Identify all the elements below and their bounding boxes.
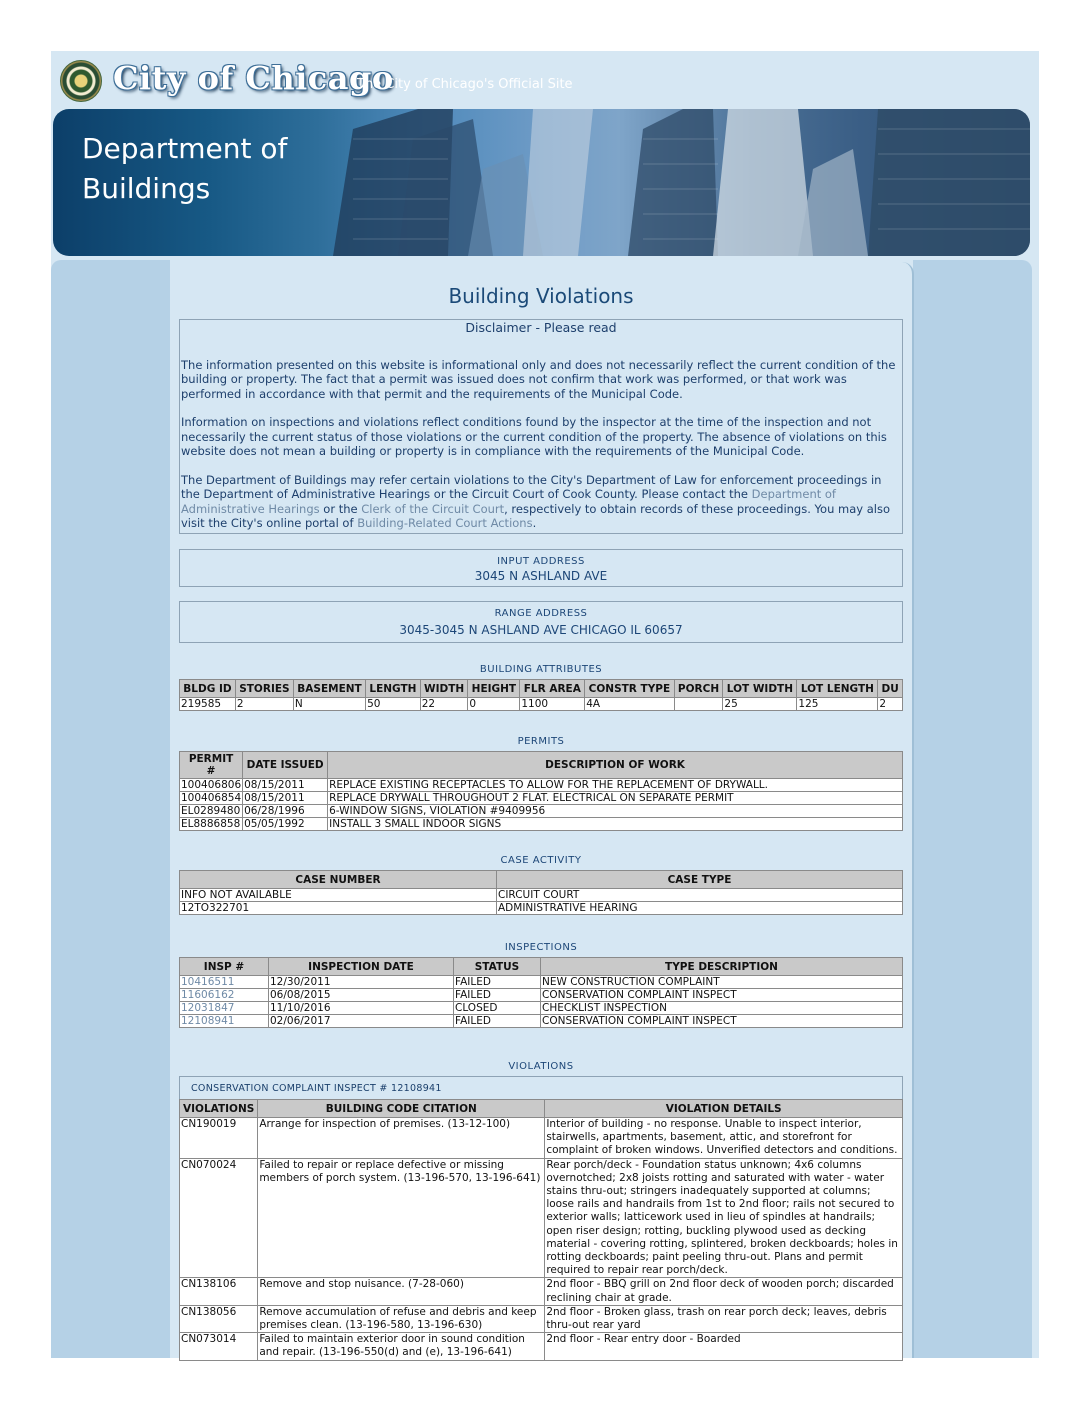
permit-header: PERMIT # bbox=[180, 752, 243, 779]
range-address-label: RANGE ADDRESS bbox=[494, 608, 588, 619]
table-row bbox=[180, 989, 903, 1002]
attr-cell bbox=[674, 698, 723, 711]
violations-label: VIOLATIONS bbox=[508, 1061, 574, 1072]
violations-caption: CONSERVATION COMPLAINT INSPECT # 12108941 bbox=[191, 1083, 442, 1094]
viol-header: BUILDING CODE CITATION bbox=[258, 1100, 545, 1118]
permit-description: INSTALL 3 SMALL INDOOR SIGNS bbox=[328, 818, 903, 831]
city-seal-icon[interactable] bbox=[60, 60, 102, 102]
permits-label: PERMITS bbox=[517, 736, 565, 747]
violation-details: Rear porch/deck - Foundation status unknown; 4x6 columns overnotched; 2x8 joists rotting and saturated with water - water stains thru-out; stringers inadequately supported at columns; loose rails and handrails from 1st to 2nd floor; rails not secured to exterior walls; latticework used in lieu of spindles at handrails; open riser design; rotting, buckling plywood used as decking material - covering rotting, splintered, broken deckboards; holes in rotting deckboards; paint peeling thru-out. Plans and permit required to repair rear porch/deck. bbox=[545, 1158, 903, 1278]
insp-header: TYPE DESCRIPTION bbox=[541, 958, 903, 976]
attr-cell: N bbox=[293, 698, 365, 711]
attr-cell: 219585 bbox=[180, 698, 236, 711]
permit-header: DESCRIPTION OF WORK bbox=[328, 752, 903, 779]
permit-number: EL8886858 bbox=[180, 818, 243, 831]
inspection-status: CLOSED bbox=[454, 1002, 541, 1015]
violations-caption-box bbox=[179, 1076, 903, 1100]
permit-date: 08/15/2011 bbox=[243, 779, 328, 792]
attr-cell: 125 bbox=[797, 698, 878, 711]
inspection-date: 11/10/2016 bbox=[269, 1002, 454, 1015]
attr-header: FLR AREA bbox=[520, 680, 585, 698]
case-header: CASE NUMBER bbox=[180, 871, 497, 889]
violation-code: CN190019 bbox=[180, 1118, 258, 1159]
permit-header: DATE ISSUED bbox=[243, 752, 328, 779]
violation-details: 2nd floor - Rear entry door - Boarded bbox=[545, 1333, 903, 1360]
table-row bbox=[180, 818, 903, 831]
attr-cell: 22 bbox=[420, 698, 468, 711]
inspection-type: CONSERVATION COMPLAINT INSPECT bbox=[541, 989, 903, 1002]
case-activity-label: CASE ACTIVITY bbox=[500, 855, 582, 866]
permit-description: 6-WINDOW SIGNS, VIOLATION #9409956 bbox=[328, 805, 903, 818]
violation-details: 2nd floor - Broken glass, trash on rear porch deck; leaves, debris thru-out rear yard bbox=[545, 1305, 903, 1332]
court-actions-link[interactable]: Building-Related Court Actions bbox=[357, 516, 533, 530]
table-row bbox=[180, 805, 903, 818]
table-row bbox=[180, 1333, 903, 1360]
violation-code: CN070024 bbox=[180, 1158, 258, 1278]
table-row bbox=[180, 889, 903, 902]
input-address-label: INPUT ADDRESS bbox=[497, 556, 585, 567]
page-frame bbox=[51, 51, 1039, 1358]
doah-link[interactable]: Department of Administrative Hearings bbox=[181, 487, 836, 516]
case-type: CIRCUIT COURT bbox=[497, 889, 903, 902]
disclaimer-paragraph-2: Information on inspections and violations reflect conditions found by the inspector at the time of the inspection and not necessarily the current status of those violations or the current condition of the property. The absence of violations on this website does not mean a building or property is in compliance with the requirements of the Municipal Code. bbox=[181, 415, 887, 458]
inspection-status: FAILED bbox=[454, 989, 541, 1002]
case-number: INFO NOT AVAILABLE bbox=[180, 889, 497, 902]
permit-number: EL0289480 bbox=[180, 805, 243, 818]
table-row bbox=[180, 902, 903, 915]
attr-header: BASEMENT bbox=[293, 680, 365, 698]
inspection-date: 02/06/2017 bbox=[269, 1015, 454, 1028]
violation-code: CN138056 bbox=[180, 1305, 258, 1332]
disclaimer-paragraph-1: The information presented on this website is informational only and does not necessarily reflect the current condition of the building or property. The fact that a permit was issued does not confirm that work was performed, or that work was performed in accordance with that permit and the requirements of the Municipal Code. bbox=[181, 357, 896, 401]
right-sidebar bbox=[913, 260, 1032, 1358]
permit-date: 06/28/1996 bbox=[243, 805, 328, 818]
insp-header: STATUS bbox=[454, 958, 541, 976]
inspection-date: 06/08/2015 bbox=[269, 989, 454, 1002]
attr-header: WIDTH bbox=[420, 680, 468, 698]
permit-description: REPLACE DRYWALL THROUGHOUT 2 FLAT. ELECTRICAL ON SEPARATE PERMIT bbox=[328, 792, 903, 805]
violations-table bbox=[179, 1099, 903, 1361]
table-row bbox=[180, 779, 903, 792]
inspection-type: NEW CONSTRUCTION COMPLAINT bbox=[541, 976, 903, 989]
viol-header: VIOLATIONS bbox=[180, 1100, 258, 1118]
inspection-type: CHECKLIST INSPECTION bbox=[541, 1002, 903, 1015]
case-header: CASE TYPE bbox=[497, 871, 903, 889]
permit-number: 100406854 bbox=[181, 792, 242, 804]
attr-cell: 1100 bbox=[520, 698, 585, 711]
violation-citation: Remove and stop nuisance. (7-28-060) bbox=[258, 1278, 545, 1305]
department-banner bbox=[53, 109, 1030, 256]
inspections-label: INSPECTIONS bbox=[504, 942, 578, 953]
attr-header: CONSTR TYPE bbox=[585, 680, 674, 698]
site-tagline[interactable]: The City of Chicago's Official Site bbox=[357, 77, 573, 92]
table-row bbox=[180, 1278, 903, 1305]
table-row bbox=[180, 1118, 903, 1159]
table-row bbox=[180, 698, 903, 711]
attr-header: PORCH bbox=[674, 680, 723, 698]
case-type: ADMINISTRATIVE HEARING bbox=[497, 902, 903, 915]
insp-header: INSPECTION DATE bbox=[269, 958, 454, 976]
table-row bbox=[180, 1158, 903, 1278]
attr-header: LOT LENGTH bbox=[797, 680, 878, 698]
violation-citation: Remove accumulation of refuse and debris and keep premises clean. (13-196-580, 13-196-630) bbox=[258, 1305, 545, 1332]
inspections-table bbox=[179, 957, 903, 1028]
left-sidebar bbox=[51, 260, 170, 1358]
attributes-label: BUILDING ATTRIBUTES bbox=[479, 664, 603, 675]
permit-date: 05/05/1992 bbox=[243, 818, 328, 831]
attr-header: LENGTH bbox=[366, 680, 421, 698]
violation-details: Interior of building - no response. Unable to inspect interior, stairwells, apartments, basement, attic, and storefront for complaint of broken windows. Unverified detectors and conditions. bbox=[545, 1118, 903, 1159]
attr-cell: 0 bbox=[468, 698, 520, 711]
inspection-link[interactable]: 12108941 bbox=[180, 1015, 269, 1028]
attr-cell: 50 bbox=[366, 698, 421, 711]
top-bar bbox=[51, 51, 1039, 109]
main-content bbox=[170, 262, 914, 1358]
disclaimer-paragraph-3: The Department of Buildings may refer certain violations to the City's Department of Law for enforcement proceedings in the Department of Administrative Hearings or the Circuit Court of Cook County. Please contact the Department of Administrative Hearings or the Clerk of the Circuit Court, respectively to obtain records of these proceedings. You may also visit the City's online portal of Building-Related Court Actions. bbox=[181, 472, 890, 530]
table-row bbox=[180, 792, 903, 805]
attr-cell: 25 bbox=[723, 698, 797, 711]
inspection-date: 12/30/2011 bbox=[269, 976, 454, 989]
inspection-type: CONSERVATION COMPLAINT INSPECT bbox=[541, 1015, 903, 1028]
violation-details: 2nd floor - BBQ grill on 2nd floor deck of wooden porch; discarded reclining chair at grade. bbox=[545, 1278, 903, 1305]
violation-citation: Failed to repair or replace defective or missing members of porch system. (13-196-570, 13-196-641) bbox=[258, 1158, 545, 1278]
case-number: 12TO322701 bbox=[180, 902, 497, 915]
permits-table bbox=[179, 751, 903, 831]
permit-description: REPLACE EXISTING RECEPTACLES TO ALLOW FOR THE REPLACEMENT OF DRYWALL. bbox=[328, 779, 903, 792]
department-title: Department of Buildings bbox=[82, 132, 288, 205]
permit-date: 08/15/2011 bbox=[243, 792, 328, 805]
input-address-value: 3045 N ASHLAND AVE bbox=[474, 569, 608, 583]
case-activity-table bbox=[179, 870, 903, 915]
table-row bbox=[180, 1305, 903, 1332]
page-title: Building Violations bbox=[448, 284, 634, 308]
attr-header: DU bbox=[878, 680, 903, 698]
violation-code: CN138106 bbox=[180, 1278, 258, 1305]
insp-header: INSP # bbox=[180, 958, 269, 976]
table-row bbox=[180, 1015, 903, 1028]
violation-citation: Failed to maintain exterior door in sound condition and repair. (13-196-550(d) and (e), 13-196-641) bbox=[258, 1333, 545, 1360]
table-row bbox=[180, 1002, 903, 1015]
clerk-link[interactable]: Clerk of the Circuit Court bbox=[361, 501, 505, 516]
attr-header: HEIGHT bbox=[468, 680, 520, 698]
disclaimer-heading: Disclaimer - Please read bbox=[465, 320, 617, 335]
attr-cell: 2 bbox=[878, 698, 903, 711]
range-address-box bbox=[179, 601, 903, 643]
inspection-status: FAILED bbox=[454, 1015, 541, 1028]
attr-header: LOT WIDTH bbox=[723, 680, 797, 698]
attr-cell: 4A bbox=[585, 698, 674, 711]
range-address-value: 3045-3045 N ASHLAND AVE CHICAGO IL 60657 bbox=[399, 623, 683, 637]
inspection-link[interactable]: 10416511 bbox=[180, 976, 269, 989]
attr-header: BLDG ID bbox=[180, 680, 236, 698]
site-title[interactable]: City of Chicago bbox=[113, 59, 394, 97]
disclaimer-box bbox=[179, 319, 903, 534]
inspection-status: FAILED bbox=[454, 976, 541, 989]
violation-citation: Arrange for inspection of premises. (13-12-100) bbox=[258, 1118, 545, 1159]
inspection-link[interactable]: 12031847 bbox=[180, 1002, 269, 1015]
attributes-table bbox=[179, 679, 903, 711]
input-address-box bbox=[179, 549, 903, 587]
permit-number: 100406806 bbox=[181, 779, 242, 791]
violation-code: CN073014 bbox=[180, 1333, 258, 1360]
inspection-link[interactable]: 11606162 bbox=[180, 989, 269, 1002]
table-row bbox=[180, 976, 903, 989]
viol-header: VIOLATION DETAILS bbox=[545, 1100, 903, 1118]
attr-cell: 2 bbox=[235, 698, 293, 711]
attr-header: STORIES bbox=[235, 680, 293, 698]
